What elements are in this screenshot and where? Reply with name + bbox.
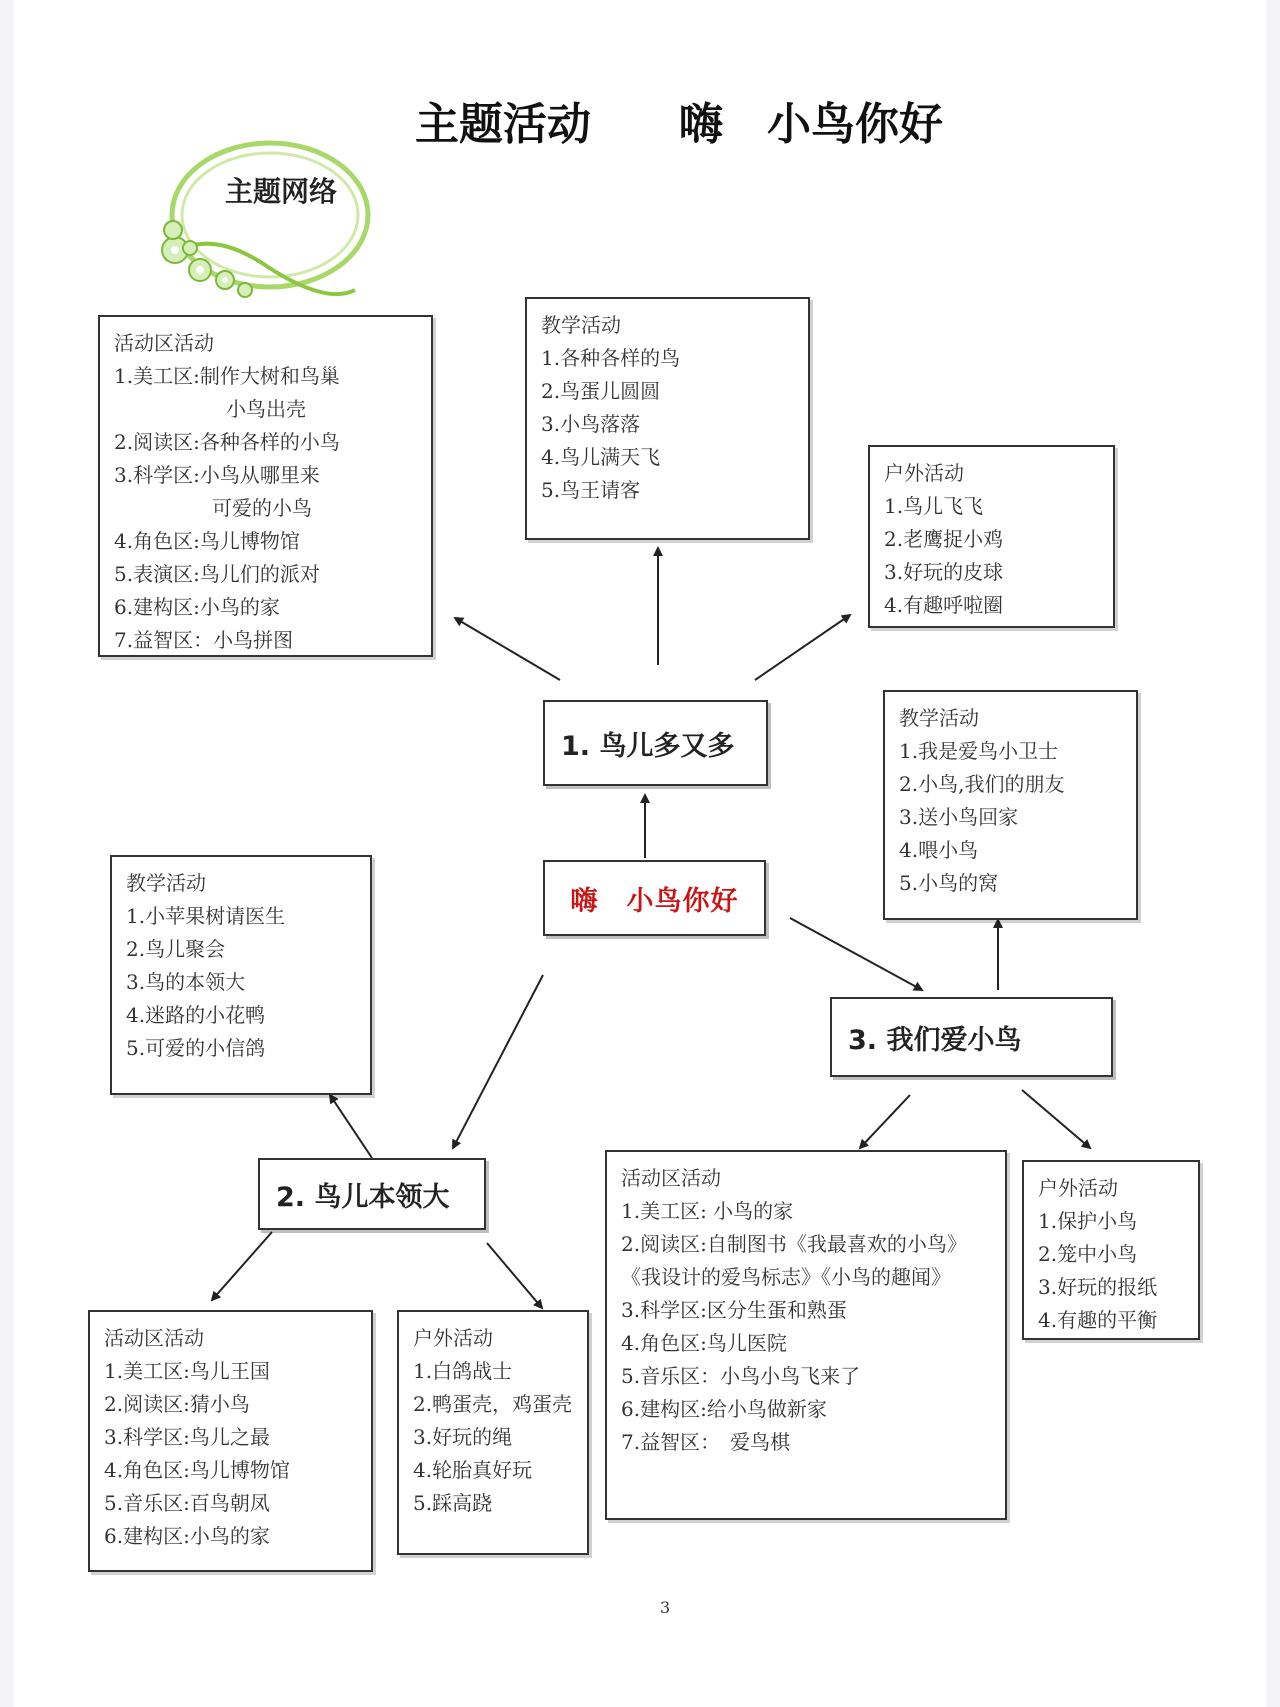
b3-teaching-item: 1.我是爱鸟小卫士 bbox=[899, 739, 1059, 763]
b1-teaching-item: 1.各种各样的鸟 bbox=[541, 346, 681, 370]
b1-outdoor-item: 1.鸟儿飞飞 bbox=[884, 494, 984, 518]
b2-area-item: 5.音乐区:百鸟朝凤 bbox=[104, 1491, 270, 1515]
b3-area-heading: 活动区活动 bbox=[621, 1166, 721, 1190]
b3-area-item: 4.角色区:鸟儿医院 bbox=[621, 1331, 787, 1355]
b1-outdoor-item: 3.好玩的皮球 bbox=[884, 560, 1004, 584]
b1-teaching-item: 2.鸟蛋儿圆圆 bbox=[541, 379, 661, 403]
b3-outdoor-box bbox=[1022, 1160, 1200, 1340]
b2-area-item: 3.科学区:鸟儿之最 bbox=[104, 1425, 270, 1449]
branch-1-node: 1. 鸟儿多又多 bbox=[543, 700, 768, 786]
b1-area-item: 4.角色区:鸟儿博物馆 bbox=[114, 529, 300, 553]
b2-outdoor-item: 3.好玩的绳 bbox=[413, 1425, 513, 1449]
branch-3-node: 3. 我们爱小鸟 bbox=[830, 997, 1113, 1077]
b2-area-item: 1.美工区:鸟儿王国 bbox=[104, 1359, 270, 1383]
b2-outdoor-box bbox=[397, 1310, 589, 1555]
b1-outdoor-item: 4.有趣呼啦圈 bbox=[884, 593, 1004, 617]
center-node: 嗨 小鸟你好 bbox=[543, 860, 766, 936]
b2-outdoor-item: 2.鸭蛋壳，鸡蛋壳 bbox=[413, 1392, 573, 1416]
b3-teaching-item: 3.送小鸟回家 bbox=[899, 805, 1019, 829]
topic-network-label: 主题网络 bbox=[225, 175, 338, 208]
b3-area-item: 7.益智区： 爱鸟棋 bbox=[621, 1430, 791, 1454]
b3-outdoor-item: 4.有趣的平衡 bbox=[1038, 1308, 1158, 1332]
b1-area-item: 6.建构区:小鸟的家 bbox=[114, 595, 280, 619]
b2-area-item: 2.阅读区:猜小鸟 bbox=[104, 1392, 250, 1416]
b1-area-item: 3.科学区:小鸟从哪里来 bbox=[114, 463, 320, 487]
b3-area-item: 6.建构区:给小鸟做新家 bbox=[621, 1397, 827, 1421]
branch-2-node: 2. 鸟儿本领大 bbox=[258, 1158, 486, 1230]
b2-outdoor-item: 5.踩高跷 bbox=[413, 1491, 493, 1515]
b1-area-activities-box bbox=[98, 315, 433, 657]
b2-area-item: 4.角色区:鸟儿博物馆 bbox=[104, 1458, 290, 1482]
b2-area-activities-box bbox=[88, 1310, 373, 1572]
b1-teaching-heading: 教学活动 bbox=[541, 313, 621, 337]
b1-area-item: 小鸟出壳 bbox=[226, 397, 306, 421]
b3-area-item: 2.阅读区:自制图书《我最喜欢的小鸟》 bbox=[621, 1232, 967, 1256]
b1-outdoor-heading: 户外活动 bbox=[884, 461, 964, 485]
b1-teaching-item: 5.鸟王请客 bbox=[541, 478, 641, 502]
b3-area-item: 《我设计的爱鸟标志》《小鸟的趣闻》 bbox=[621, 1265, 951, 1289]
b2-teaching-heading: 教学活动 bbox=[126, 871, 206, 895]
b2-teaching-item: 1.小苹果树请医生 bbox=[126, 904, 286, 928]
b1-area-item: 2.阅读区:各种各样的小鸟 bbox=[114, 430, 340, 454]
b3-area-item: 5.音乐区：小鸟小鸟飞来了 bbox=[621, 1364, 861, 1388]
b1-teaching-box bbox=[525, 297, 810, 540]
b3-outdoor-heading: 户外活动 bbox=[1038, 1176, 1118, 1200]
b3-teaching-box bbox=[883, 690, 1138, 920]
page-number: 3 bbox=[660, 1598, 671, 1617]
b2-outdoor-heading: 户外活动 bbox=[413, 1326, 493, 1350]
b3-teaching-item: 4.喂小鸟 bbox=[899, 838, 979, 862]
b1-area-item: 1.美工区:制作大树和鸟巢 bbox=[114, 364, 340, 388]
b1-teaching-item: 4.鸟儿满天飞 bbox=[541, 445, 661, 469]
b3-outdoor-item: 2.笼中小鸟 bbox=[1038, 1242, 1138, 1266]
b3-teaching-item: 5.小鸟的窝 bbox=[899, 871, 999, 895]
page-title: 主题活动 嗨 小鸟你好 bbox=[415, 99, 943, 150]
b1-outdoor-box bbox=[868, 445, 1115, 628]
b3-outdoor-item: 3.好玩的报纸 bbox=[1038, 1275, 1158, 1299]
b3-teaching-heading: 教学活动 bbox=[899, 706, 979, 730]
b2-area-heading: 活动区活动 bbox=[104, 1326, 204, 1350]
b1-outdoor-item: 2.老鹰捉小鸡 bbox=[884, 527, 1004, 551]
b1-teaching-item: 3.小鸟落落 bbox=[541, 412, 641, 436]
topic-network-badge bbox=[145, 130, 375, 310]
b3-outdoor-item: 1.保护小鸟 bbox=[1038, 1209, 1138, 1233]
b2-teaching-item: 5.可爱的小信鸽 bbox=[126, 1036, 266, 1060]
b1-area-heading: 活动区活动 bbox=[114, 331, 214, 355]
b3-area-item: 1.美工区: 小鸟的家 bbox=[621, 1199, 794, 1223]
b2-outdoor-item: 1.白鸽战士 bbox=[413, 1359, 513, 1383]
b2-teaching-item: 3.鸟的本领大 bbox=[126, 970, 246, 994]
b2-teaching-item: 2.鸟儿聚会 bbox=[126, 937, 226, 961]
b2-outdoor-item: 4.轮胎真好玩 bbox=[413, 1458, 533, 1482]
b1-area-item: 可爱的小鸟 bbox=[212, 496, 312, 520]
b2-area-item: 6.建构区:小鸟的家 bbox=[104, 1524, 270, 1548]
b1-area-item: 5.表演区:鸟儿们的派对 bbox=[114, 562, 320, 586]
b1-area-item: 7.益智区：小鸟拼图 bbox=[114, 628, 294, 652]
b2-teaching-box bbox=[110, 855, 372, 1095]
b3-teaching-item: 2.小鸟,我们的朋友 bbox=[899, 772, 1065, 796]
b2-teaching-item: 4.迷路的小花鸭 bbox=[126, 1003, 266, 1027]
b3-area-item: 3.科学区:区分生蛋和熟蛋 bbox=[621, 1298, 847, 1322]
b3-area-activities-box bbox=[605, 1150, 1007, 1520]
